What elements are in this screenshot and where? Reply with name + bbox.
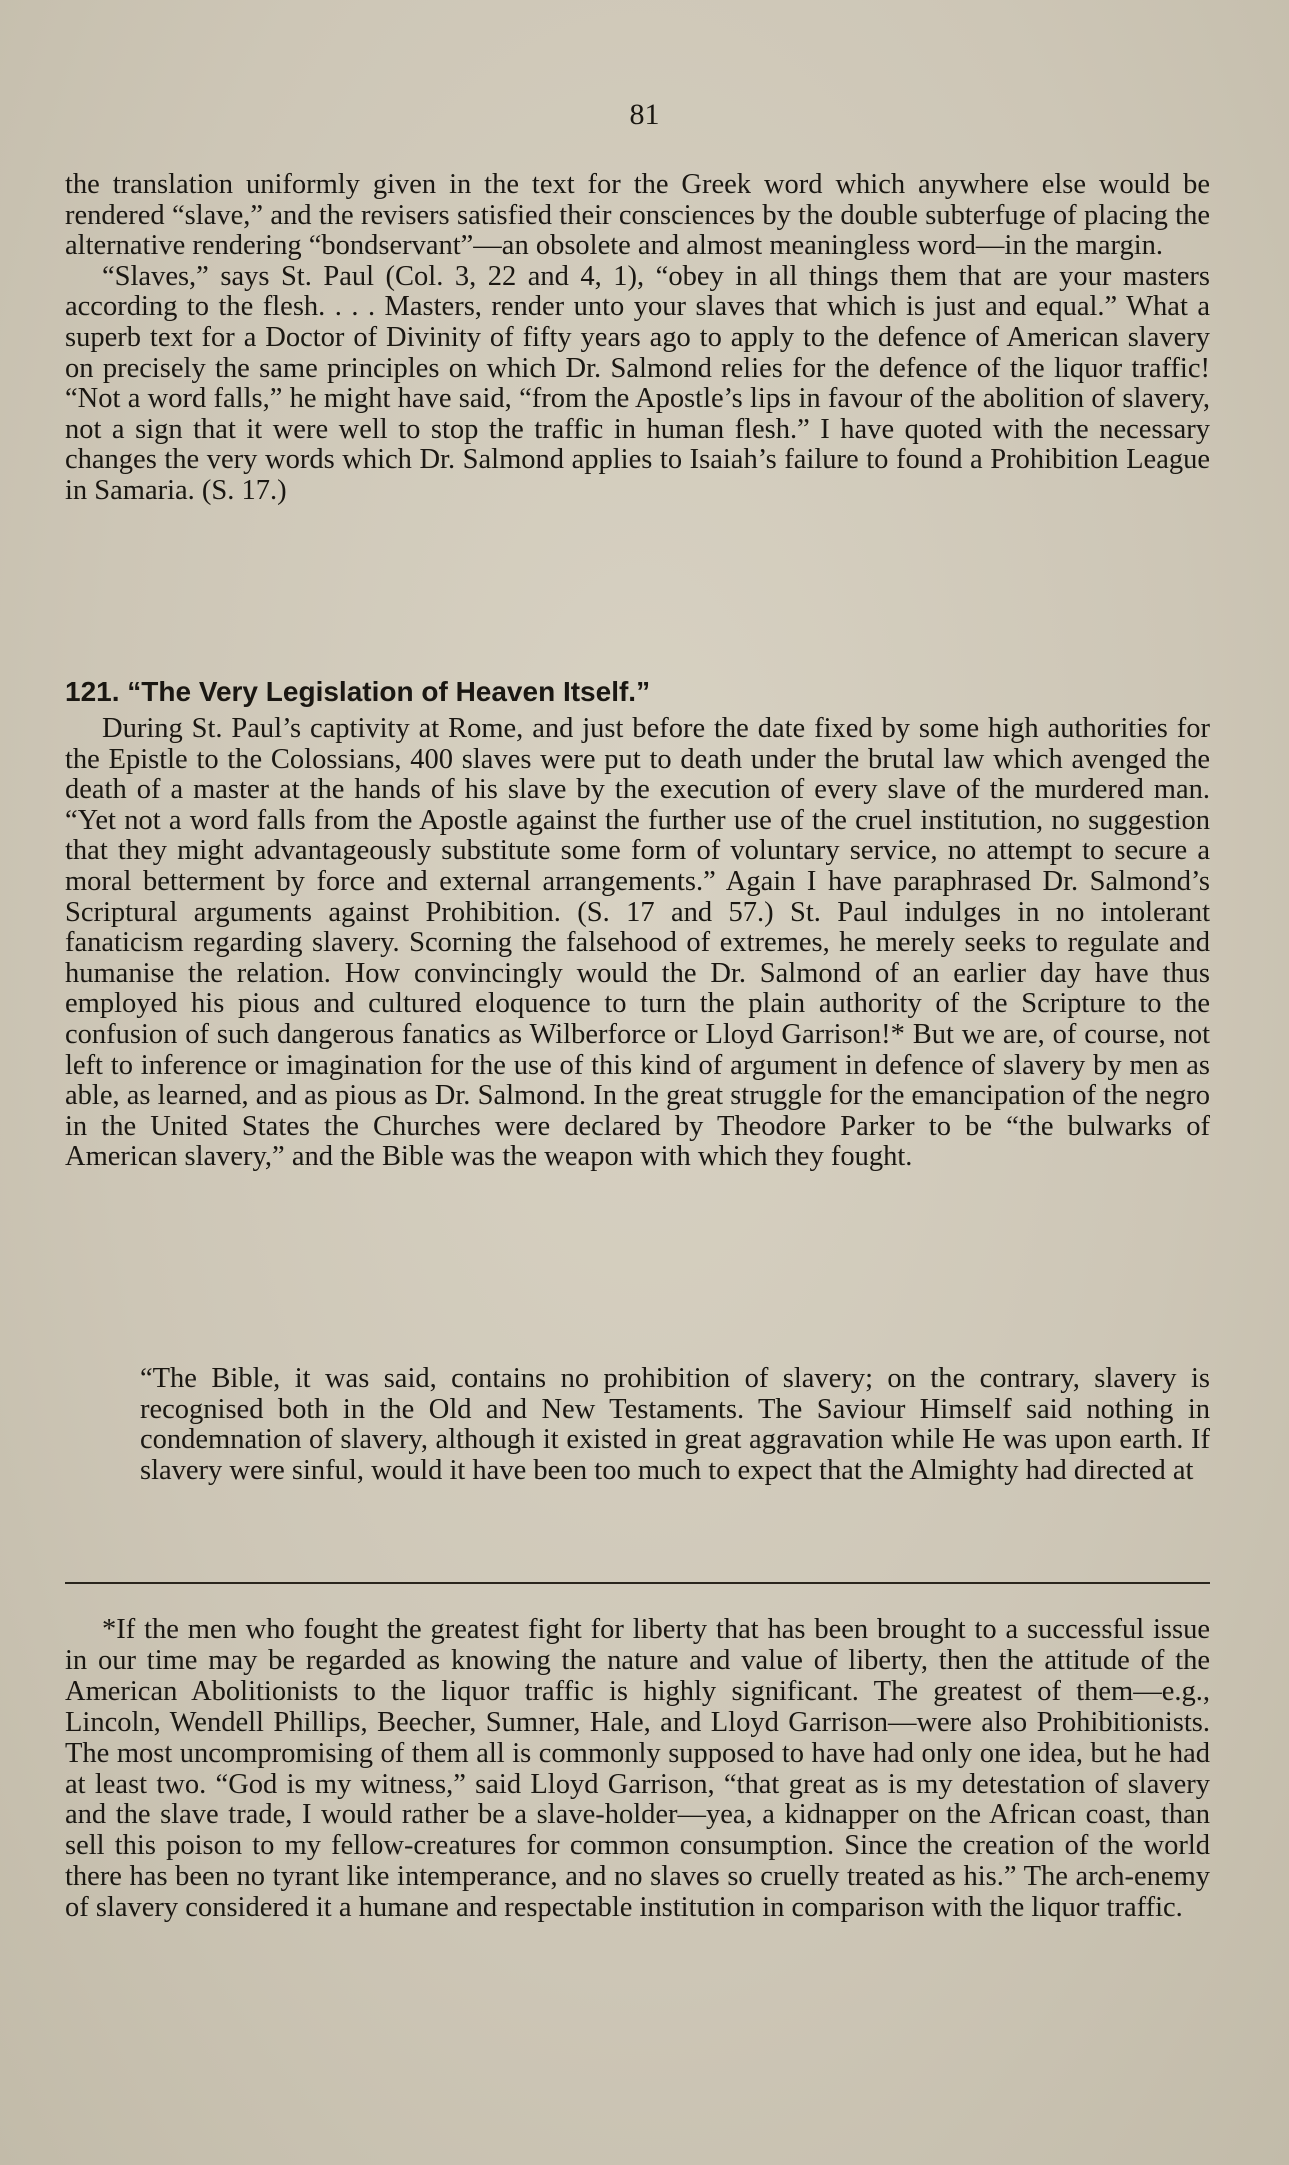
section-text-block	[65, 714, 1210, 1173]
block-quote	[140, 1364, 1210, 1486]
upper-text-block	[65, 170, 1210, 507]
footnote: *If the men who fought the greatest fight for liberty that has been brought to a successful issue in our time may be regarded as knowing the nature and value of liberty, then the attitude of the American Abolitionists to the liquor traffic is highly significant. The greatest of them—e.g., Lincoln, Wendell Phillips, Beecher, Sumner, Hale, and Lloyd Garrison—were also Prohibitionists. The most uncompromising of them all is commonly supposed to have had only one idea, but he had at least two. “God is my witness,” said Lloyd Garrison, “that great as is my detestation of slavery and the slave trade, I would rather be a slave-holder—yea, a kidnapper on the African coast, than sell this poison to my fellow-creatures for common consumption. Since the creation of the world there has been no tyrant like intemperance, and no slaves so cruelly treated as his.” The arch-enemy of slavery considered it a humane and respectable institution in comparison with the liquor traffic.	[65, 1614, 1210, 1924]
footnote-divider	[65, 1582, 1210, 1584]
page-number: 81	[629, 98, 660, 131]
paragraph-translation: the translation uniformly given in the text for the Greek word which anywhere else would be rendered “slave,” and the revisers satisfied their consciences by the double subterfuge of placing the alternative rendering “bondservant”—an obsolete and almost meaningless word—in the margin.	[65, 169, 1210, 262]
block-quote-body: Bible, it was said, contains no prohibition of slavery; on the contrary, slavery is recognised both in the Old and New Testaments. The Saviour Himself said nothing in condemnation of slavery, although it existed in great aggravation while He was upon earth. If slavery were sinful, would it have been too much to expect that the Almighty had directed at	[140, 1363, 1210, 1486]
section-heading: 121. “The Very Legislation of Heaven Itself.”	[65, 676, 651, 707]
paragraph-slaves-quote: “Slaves,” says St. Paul (Col. 3, 22 and 4, 1), “obey in all things them that are your masters according to the flesh. . . . Masters, render unto your slaves that which is just and equal.” What a superb text for a Doctor of Divinity of fifty years ago to apply to the defence of American slavery on precisely the same principles on which Dr. Salmond relies for the defence of the liquor traffic! “Not a word falls,” he might have said, “from the Apostle’s lips in favour of the abolition of slavery, not a sign that it were well to stop the traffic in human flesh.” I have quoted with the necessary changes the very words which Dr. Salmond applies to Isaiah’s failure to found a Prohibition League in Samaria. (S. 17.)	[65, 260, 1210, 506]
block-quote-lead: “The	[140, 1363, 212, 1394]
paragraph-captivity: During St. Paul’s captivity at Rome, and just before the date fixed by some high authorities for the Epistle to the Colossians, 400 slaves were put to death under the brutal law which avenged the death of a master at the hands of his slave by the execution of every slave of the murdered man. “Yet not a word falls from the Apostle against the further use of the cruel institution, no suggestion that they might advantageously substitute some form of voluntary service, no attempt to secure a moral betterment by force and external arrangements.” Again I have paraphrased Dr. Salmond’s Scriptural arguments against Prohibition. (S. 17 and 57.) St. Paul indulges in no intolerant fanaticism regarding slavery. Scorning the falsehood of extremes, he merely seeks to regulate and humanise the relation. How convincingly would the Dr. Salmond of an earlier day have thus employed his pious and cultured eloquence to turn the plain authority of the Scripture to the confusion of such dangerous fanatics as Wilberforce or Lloyd Garrison!* But we are, of course, not left to inference or imagination for the use of this kind of argument in defence of slavery by men as able, as learned, and as pious as Dr. Salmond. In the great struggle for the emancipation of the negro in the United States the Churches were declared by Theodore Parker to be “the bulwarks of American slavery,” and the Bible was the weapon with which they fought.	[65, 713, 1210, 1173]
